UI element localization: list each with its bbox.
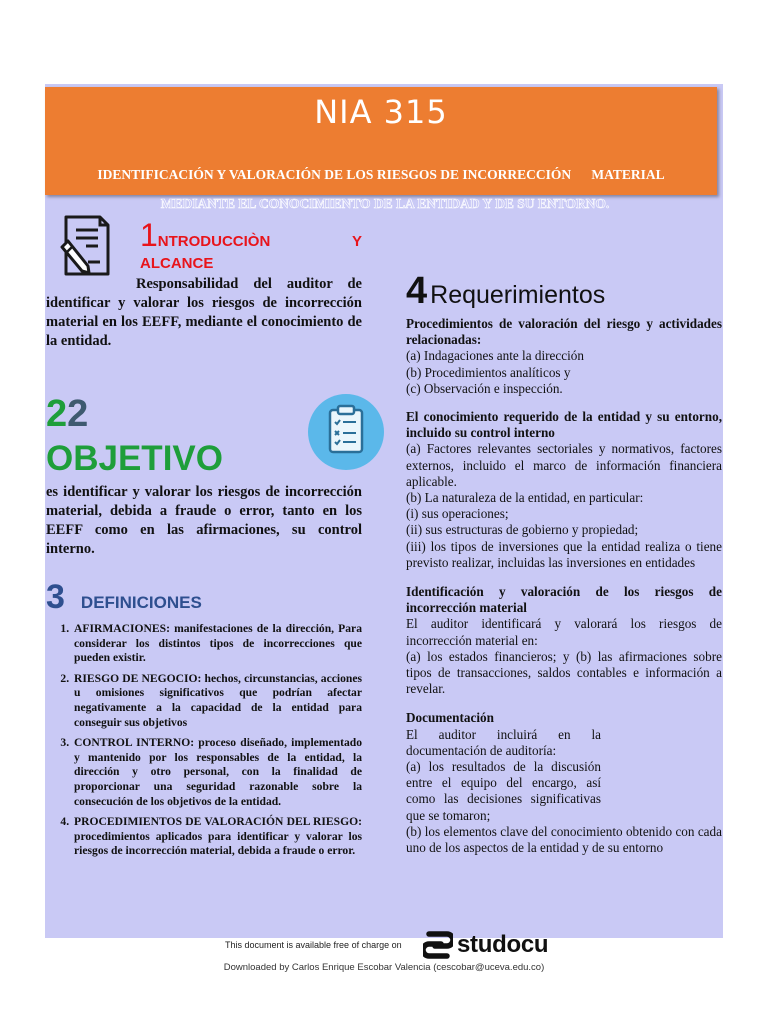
requerimientos-title: Requerimientos [430,281,606,309]
definition-item: 3. CONTROL INTERNO: proceso diseñado, implementado y mantenido por los responsables de la entidad, la dirección y otro personal, con la finalidad de proporcionar una seguridad razonable sobre la consecución de los objetivos de la entidad. [72,736,362,809]
definiciones-list [45,622,362,859]
block2-title: El conocimiento requerido de la entidad y su entorno, incluido su control interno [406,409,722,441]
block2-line: (a) Factores relevantes sectoriales y normativos, factores externos, incluido el marco de información financiera aplicable. [406,441,722,489]
requerimientos-body [406,316,722,856]
intro-title-line1: NTRODUCCIÒN [157,233,271,250]
studocu-logo-icon [423,930,453,960]
block4-line: El auditor incluirá en la documentación de auditoría: [406,726,601,758]
intro-title-line2: ALCANCE [140,255,214,272]
intro-number: 1 [140,217,158,253]
block2-line: (ii) sus estructuras de gobierno y propiedad; [406,522,639,538]
intro-text: Responsabilidad del auditor de identificar y valorar los riesgos de incorrección material en los EEFF, mediante el conocimiento de la entidad. [46,276,362,349]
block1-title: Procedimientos de valoración del riesgo y actividades relacionadas: [406,316,722,348]
block3-line: El auditor identificará y valorará los riesgos de incorrección material en: [406,616,722,648]
objetivo-number-b: 2 [67,393,89,435]
block4-title: Documentación [406,710,494,726]
block1-line: (c) Observación e inspección. [406,380,563,396]
footer-available-text: This document is available free of charge on [225,940,402,950]
subtitle-line-1: IDENTIFICACIÓN Y VALORACIÓN DE LOS RIESGOS DE INCORRECCIÓN MATERIAL [97,167,665,182]
block4-line: (b) los elementos clave del conocimiento obtenido con cada uno de los aspectos de la entidad y de su entorno [406,823,722,856]
footer-downloaded-text: Downloaded by Carlos Enrique Escobar Valencia (cescobar@uceva.edu.co) [223,962,545,973]
definition-item: 4. PROCEDIMIENTOS DE VALORACIÓN DEL RIESGO: procedimientos aplicados para identificar y valorar los riesgos de incorrección material, debida a fraude o error. [72,815,362,859]
clipboard-checklist-icon [306,392,386,472]
definiciones-heading [46,578,202,617]
definition-item: 1. AFIRMACIONES: manifestaciones de la dirección, Para considerar los distintos tipos de incorrecciones que pueden existir. [72,622,362,666]
block2-line: (iii) los tipos de inversiones que la entidad realiza o tiene previsto realizar, incluidas las inversiones en entidades [406,538,722,570]
block2-line: (i) sus operaciones; [406,506,509,522]
objetivo-number [46,394,88,434]
intro-heading [140,217,362,253]
block2-line: (b) La naturaleza de la entidad, en particular: [406,490,644,506]
objetivo-text: es identificar y valorar los riesgos de incorrección material, debida a fraude o error, tanto en los EEFF como en las afirmaciones, su control interno. [46,484,362,557]
document-pencil-icon [58,214,116,278]
block1-line: (a) Indagaciones ante la dirección [406,348,584,364]
objetivo-number-a: 2 [46,393,68,435]
definiciones-title: DEFINICIONES [80,593,202,612]
page-title: NIA 315 [314,93,448,131]
requerimientos-number: 4 [406,270,428,312]
block1-line: (b) Procedimientos analíticos y [406,364,571,380]
definiciones-list-wrapper [45,622,362,865]
definiciones-number: 3 [46,578,65,616]
subtitle-line-2: MEDIANTE EL CONOCIMIENTO DE LA ENTIDAD Y DE SU ENTORNO. [160,196,610,211]
studocu-logo[interactable] [423,930,548,960]
studocu-logo-text: studocu [457,931,549,958]
block3-line: (a) los estados financieros; y (b) las afirmaciones sobre tipos de transacciones, saldos contables e información a revelar. [406,648,722,697]
definition-item: 2. RIESGO DE NEGOCIO: hechos, circunstancias, acciones u omisiones significativos que podrían afectar negativamente a la capacidad de la entidad para conseguir sus objetivos [72,672,362,730]
header-banner [45,87,717,195]
block4-line: (a) los resultados de la discusión entre el equipo del encargo, así como las decisiones significativas que se tomaron; [406,759,601,823]
requerimientos-heading [406,270,605,313]
block3-title: Identificación y valoración de los riesgos de incorrección material [406,584,722,616]
intro-title-y: Y [351,233,362,250]
objetivo-title: OBJETIVO [46,439,223,478]
